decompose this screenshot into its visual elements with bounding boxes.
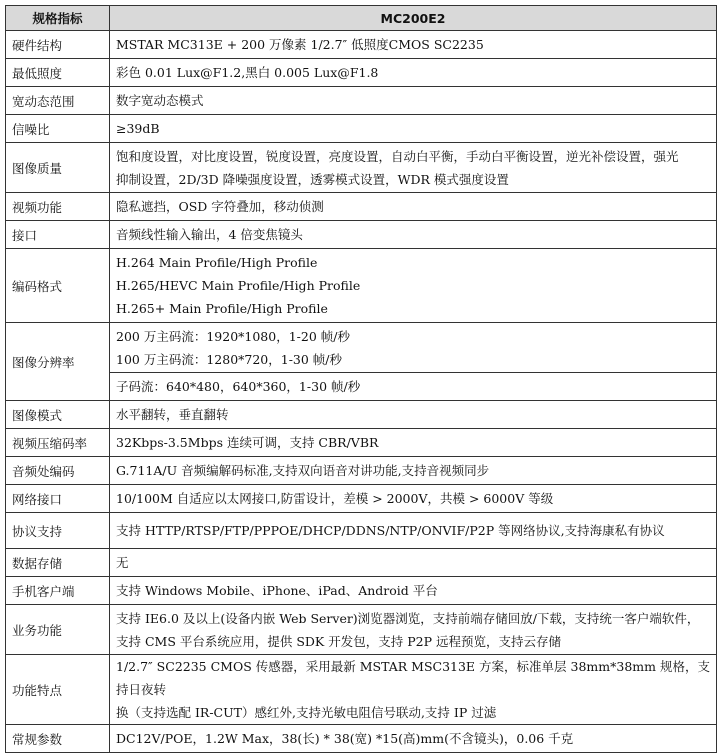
table-row xyxy=(6,87,717,115)
row-label: 视频功能 xyxy=(6,193,110,221)
row-label: 常规参数 xyxy=(6,725,110,753)
table-row xyxy=(6,655,717,725)
row-label: 图像分辨率 xyxy=(6,323,110,401)
row-value xyxy=(110,193,717,221)
row-value xyxy=(110,249,717,323)
row-value xyxy=(110,323,717,373)
row-value xyxy=(110,549,717,577)
row-label: 功能特点 xyxy=(6,655,110,725)
row-label: 硬件结构 xyxy=(6,31,110,59)
value-line: H.265/HEVC Main Profile/High Profile xyxy=(116,278,361,293)
header-label: 规格指标 xyxy=(6,6,110,31)
row-label: 音频处编码 xyxy=(6,457,110,485)
row-label: 数据存储 xyxy=(6,549,110,577)
row-value xyxy=(110,655,717,725)
value-line: 抑制设置，2D/3D 降噪强度设置，透雾模式设置，WDR 模式强度设置 xyxy=(116,171,509,187)
row-label: 网络接口 xyxy=(6,485,110,513)
row-value xyxy=(110,373,717,401)
table-row xyxy=(6,143,717,193)
value-line: 10/100M 自适应以太网接口,防雷设计，差模 > 2000V，共模 > 6000V 等级 xyxy=(116,491,554,506)
table-row xyxy=(6,485,717,513)
value-line: 支持 CMS 平台系统应用，提供 SDK 开发包，支持 P2P 远程预览，支持云存储 xyxy=(116,633,561,649)
value-line: 支持 HTTP/RTSP/FTP/PPPOE/DHCP/DDNS/NTP/ONVIF/P2P 等网络协议,支持海康私有协议 xyxy=(116,523,665,538)
value-line: H.264 Main Profile/High Profile xyxy=(116,255,318,270)
value-line: DC12V/POE，1.2W Max，38(长) * 38(宽) *15(高)mm(不含镜头)，0.06 千克 xyxy=(116,731,574,746)
table-row xyxy=(6,401,717,429)
row-label: 手机客户端 xyxy=(6,577,110,605)
row-label: 图像模式 xyxy=(6,401,110,429)
table-row xyxy=(6,115,717,143)
row-value xyxy=(110,221,717,249)
row-value xyxy=(110,725,717,753)
table-row xyxy=(6,59,717,87)
table-row xyxy=(6,513,717,549)
row-value xyxy=(110,429,717,457)
row-label: 宽动态范围 xyxy=(6,87,110,115)
value-line: 饱和度设置，对比度设置，锐度设置，亮度设置，自动白平衡，手动白平衡设置，逆光补偿设置，强光 xyxy=(116,148,679,164)
value-line: H.265+ Main Profile/High Profile xyxy=(116,301,328,316)
row-value xyxy=(110,115,717,143)
row-label: 视频压缩码率 xyxy=(6,429,110,457)
row-label: 信噪比 xyxy=(6,115,110,143)
table-row xyxy=(6,605,717,655)
value-line: 支持 IE6.0 及以上(设备内嵌 Web Server)浏览器浏览，支持前端存储回放/下载，支持统一客户端软件， xyxy=(116,610,700,626)
row-value xyxy=(110,605,717,655)
table-row xyxy=(6,221,717,249)
row-value xyxy=(110,577,717,605)
table-row xyxy=(6,249,717,323)
header-row xyxy=(6,6,717,31)
table-row xyxy=(6,429,717,457)
row-value xyxy=(110,401,717,429)
table-row xyxy=(6,323,717,373)
value-line: 换（支持选配 IR-CUT）感红外,支持光敏电阻信号联动,支持 IP 过滤 xyxy=(116,705,497,720)
row-value xyxy=(110,457,717,485)
row-label: 编码格式 xyxy=(6,249,110,323)
row-label: 协议支持 xyxy=(6,513,110,549)
row-value xyxy=(110,143,717,193)
row-label: 图像质量 xyxy=(6,143,110,193)
row-value xyxy=(110,31,717,59)
row-value xyxy=(110,87,717,115)
spec-table xyxy=(5,5,717,753)
row-label: 业务功能 xyxy=(6,605,110,655)
table-row xyxy=(6,457,717,485)
table-row xyxy=(6,549,717,577)
row-label: 接口 xyxy=(6,221,110,249)
value-line: 水平翻转，垂直翻转 xyxy=(116,407,229,422)
value-line: ≥39dB xyxy=(116,121,160,136)
row-value xyxy=(110,485,717,513)
row-value xyxy=(110,513,717,549)
value-line: 无 xyxy=(116,555,129,570)
table-row xyxy=(6,577,717,605)
value-line: 200 万主码流：1920*1080，1-20 帧/秒 xyxy=(116,328,350,344)
table-row xyxy=(6,373,717,401)
value-line: 子码流：640*480，640*360，1-30 帧/秒 xyxy=(116,379,361,394)
value-line: 100 万主码流：1280*720，1-30 帧/秒 xyxy=(116,351,343,367)
row-value xyxy=(110,59,717,87)
value-line: 彩色 0.01 Lux@F1.2,黑白 0.005 Lux@F1.8 xyxy=(116,65,379,80)
value-line: G.711A/U 音频编解码标准,支持双向语音对讲功能,支持音视频同步 xyxy=(116,463,490,478)
value-line: 支持 Windows Mobile、iPhone、iPad、Android 平台 xyxy=(116,583,438,598)
header-model: MC200E2 xyxy=(110,6,717,31)
value-line: 32Kbps-3.5Mbps 连续可调，支持 CBR/VBR xyxy=(116,435,379,450)
table-row xyxy=(6,31,717,59)
row-label: 最低照度 xyxy=(6,59,110,87)
value-line: 1/2.7″ SC2235 CMOS 传感器，采用最新 MSTAR MSC313E 方案，标准单层 38mm*38mm 规格，支持日夜转 xyxy=(116,659,710,697)
value-line: 数字宽动态模式 xyxy=(116,93,204,108)
value-line: 音频线性输入输出，4 倍变焦镜头 xyxy=(116,227,303,242)
table-row xyxy=(6,725,717,753)
value-line: MSTAR MC313E + 200 万像素 1/2.7″ 低照度CMOS SC2235 xyxy=(116,37,484,52)
value-line: 隐私遮挡，OSD 字符叠加，移动侦测 xyxy=(116,199,324,214)
table-row xyxy=(6,193,717,221)
